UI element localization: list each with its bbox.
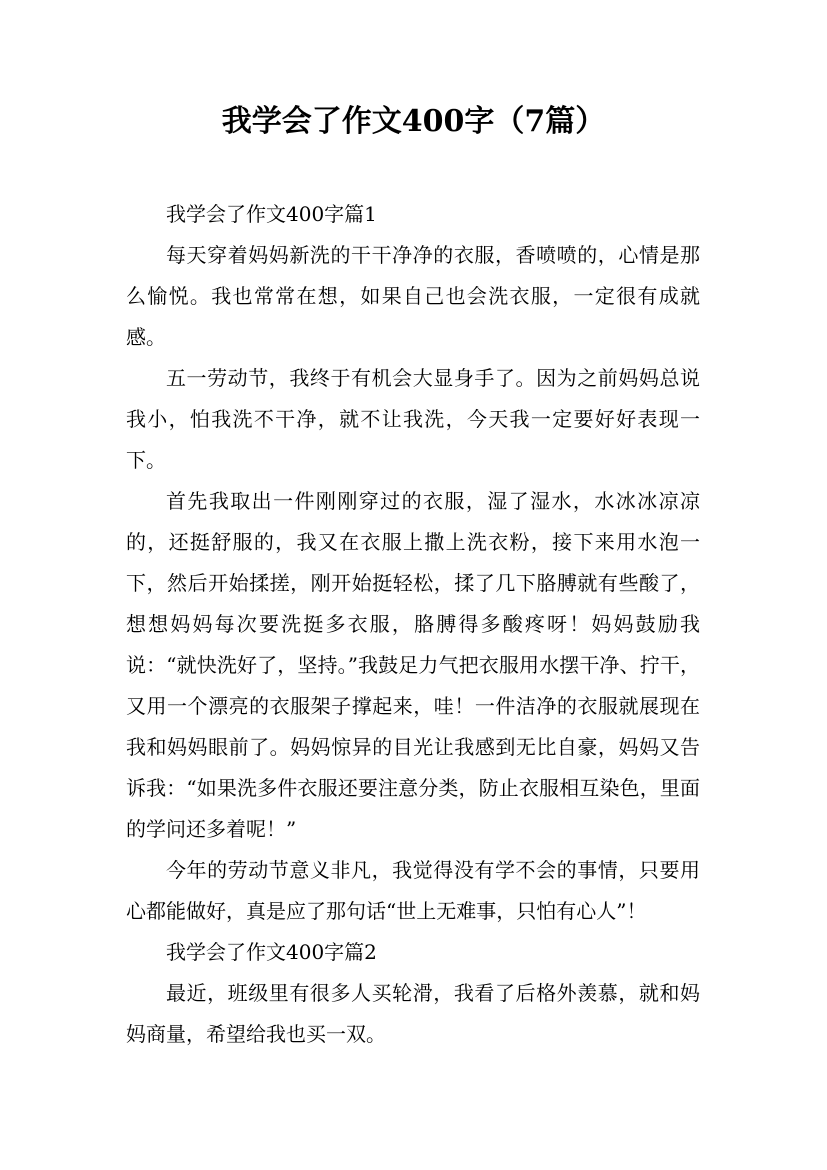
document-title: 我学会了作文400字（7篇） bbox=[221, 104, 606, 139]
paragraph: 每天穿着妈妈新洗的干干净净的衣服，香喷喷的，心情是那么愉悦。我也常常在想，如果自己也会洗衣服，一定很有成就感。 bbox=[126, 243, 700, 349]
paragraph: 今年的劳动节意义非凡，我觉得没有学不会的事情，只要用心都能做好，真是应了那句话“世上无难事，只怕有心人”！ bbox=[126, 858, 700, 923]
paragraph: 五一劳动节，我终于有机会大显身手了。因为之前妈妈总说我小，怕我洗不干净，就不让我洗，今天我一定要好好表现一下。 bbox=[126, 366, 700, 472]
section-heading-2: 我学会了作文400字篇2 bbox=[166, 940, 377, 964]
section-heading-1: 我学会了作文400字篇1 bbox=[166, 202, 377, 226]
paragraph: 首先我取出一件刚刚穿过的衣服，湿了湿水，水冰冰凉凉的，还挺舒服的，我又在衣服上撒上洗衣粉，接下来用水泡一下，然后开始揉搓，刚开始挺轻松，揉了几下胳膊就有些酸了，想想妈妈每次要洗挺多衣服，胳膊得多酸疼呀！妈妈鼓励我说：“就快洗好了，坚持。”我鼓足力气把衣服用水摆干净、拧干，又用一个漂亮的衣服架子撑起来，哇！一件洁净的衣服就展现在我和妈妈眼前了。妈妈惊异的目光让我感到无比自豪，妈妈又告诉我：“如果洗多件衣服还要注意分类，防止衣服相互染色，里面的学问还多着呢！” bbox=[126, 489, 700, 841]
paragraph: 最近，班级里有很多人买轮滑，我看了后格外羡慕，就和妈妈商量，希望给我也买一双。 bbox=[126, 981, 700, 1046]
document-body bbox=[126, 194, 700, 1055]
